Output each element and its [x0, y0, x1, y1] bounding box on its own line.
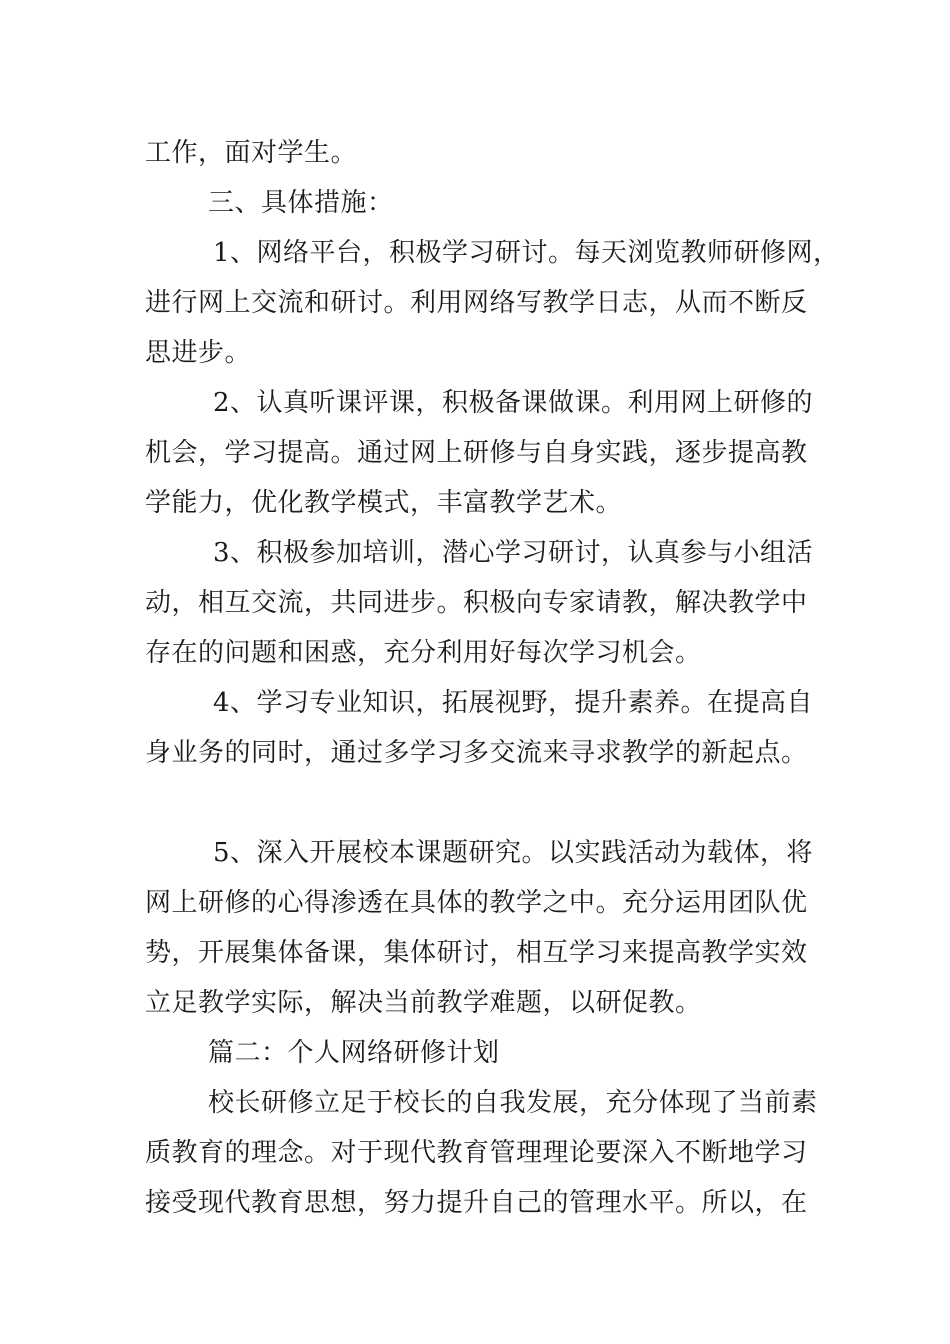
text-line: 校长研修立足于校长的自我发展，充分体现了当前素 — [208, 1088, 818, 1118]
text-line: 身业务的同时，通过多学习多交流来寻求教学的新起点。 — [145, 738, 808, 768]
text-line: 3、积极参加培训，潜心学习研讨，认真参与小组活 — [213, 538, 814, 568]
text-line: 4、学习专业知识，拓展视野，提升素养。在提高自 — [213, 688, 814, 718]
text-line: 动，相互交流，共同进步。积极向专家请教，解决教学中 — [145, 588, 808, 618]
section-heading: 三、具体措施： — [208, 188, 394, 218]
text-line: 学能力，优化教学模式，丰富教学艺术。 — [145, 488, 623, 518]
text-line: 接受现代教育思想，努力提升自己的管理水平。所以，在 — [145, 1188, 808, 1218]
text-line: 1、网络平台，积极学习研讨。每天浏览教师研修网， — [213, 238, 840, 268]
text-line: 存在的问题和困惑，充分利用好每次学习机会。 — [145, 638, 702, 668]
text-line: 质教育的理念。对于现代教育管理理论要深入不断地学习 — [145, 1138, 808, 1168]
text-line: 进行网上交流和研讨。利用网络写教学日志，从而不断反 — [145, 288, 808, 318]
text-line: 工作，面对学生。 — [145, 138, 358, 168]
text-line: 势，开展集体备课，集体研讨，相互学习来提高教学实效 — [145, 938, 808, 968]
text-line: 机会，学习提高。通过网上研修与自身实践，逐步提高教 — [145, 438, 808, 468]
section-title: 篇二：个人网络研修计划 — [208, 1038, 500, 1068]
text-line: 立足教学实际，解决当前教学难题，以研促教。 — [145, 988, 702, 1018]
text-line: 思进步。 — [145, 338, 252, 368]
text-line: 网上研修的心得渗透在具体的教学之中。充分运用团队优 — [145, 888, 808, 918]
text-line: 5、深入开展校本课题研究。以实践活动为载体，将 — [213, 838, 814, 868]
text-line: 2、认真听课评课，积极备课做课。利用网上研修的 — [213, 388, 814, 418]
